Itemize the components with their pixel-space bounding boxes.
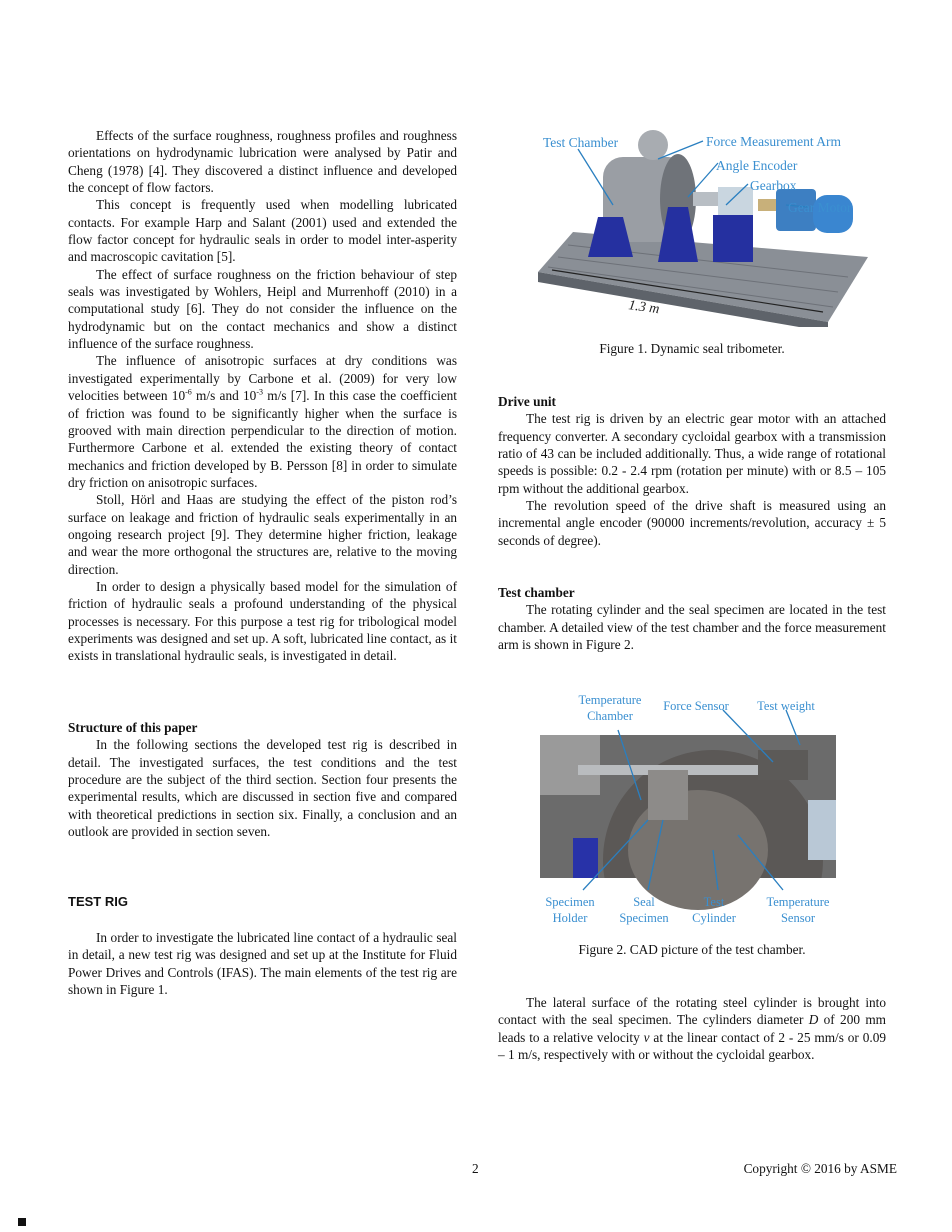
paragraph: In order to investigate the lubricated line contact of a hydraulic seal in detail, a new test rig was designed and set up at the Institute for Fluid Power Drives and Controls (IFAS). The main elements of the test rig are shown in Figure 1. — [68, 930, 457, 998]
page-number: 2 — [472, 1161, 479, 1176]
paragraph: The revolution speed of the drive shaft is measured using an incremental angle encoder (90000 increments/revolution, accuracy ± 5 seconds of degree). — [498, 498, 886, 548]
label-angle-encoder: Angle Encoder — [716, 158, 798, 173]
label-test-cylinder-1: Test — [703, 895, 725, 909]
label-seal-specimen-1: Seal — [633, 895, 655, 909]
label-gearbox: Gearbox — [750, 178, 797, 193]
label-specimen-holder-1: Specimen — [545, 895, 595, 909]
symbol-v: v — [643, 1029, 650, 1045]
text: m/s [7]. In this case the coefficient of friction was found to be significantly higher when the surface is grooved with main direction perpendicular to the direction of motion. Furthermore Carbone et al. extended the existing theory of contact mechanics and friction developed by B. Persson [8] in order to simulate dry friction on anisotropic surfaces. — [68, 388, 457, 490]
length-label: 1.3 m — [627, 298, 661, 318]
paragraph: Effects of the surface roughness, roughness profiles and roughness orientations on hydrodynamic lubrication were analysed by Patir and Cheng (1978) [4]. They discovered a distinct influence and developed the concept of flow factors. — [68, 128, 457, 196]
section-test-rig — [68, 929, 457, 998]
section-lateral-surface — [498, 994, 886, 1063]
paragraph: The test rig is driven by an electric gear motor with an attached frequency converter. A secondary cycloidal gearbox with a transmission ratio of 43 can be included additionally. Thus, a wide range of rotational speeds is possible: 0.2 - 2.4 rpm (rotation per minute) with or 8.5 – 105 rpm without the additional gearbox. — [498, 411, 886, 496]
exponent: -6 — [185, 387, 192, 397]
section-heading: Structure of this paper — [68, 720, 198, 735]
label-temperature-chamber-1: Temperature — [578, 693, 642, 707]
text: of 200 mm leads to a relative velocity — [498, 1012, 887, 1045]
paragraph: In order to design a physically based model for the simulation of friction of hydraulic seals a profound understanding of the physical processes is necessary. For this purpose a test rig for tribological model experiments was designed and set up. A soft, lubricated line contact, as it exists in translational hydraulic seals, is investigated in detail. — [68, 578, 457, 664]
section-structure — [68, 719, 457, 840]
paragraph: Stoll, Hörl and Haas are studying the effect of the piston rod’s surface on leakage and friction of hydraulic seals experimentally in an ongoing research project [9]. They determine higher friction, leakage and wear the more orthogonal the structures are, relative to the moving direction. — [68, 492, 457, 577]
label-temperature-sensor-2: Sensor — [780, 911, 816, 925]
section-heading: Test chamber — [498, 585, 575, 600]
label-temperature-sensor-1: Temperature — [766, 895, 830, 909]
symbol-d: D — [808, 1012, 819, 1028]
text: The influence of anisotropic surfaces at dry conditions was investigated experimentally by Carbone et al. (2009) for very low velocities between 10 — [68, 353, 457, 404]
paragraph-carbone — [68, 352, 457, 491]
label-seal-specimen-2: Specimen — [619, 911, 669, 925]
text: at the linear contact of 2 - 25 mm/s or 0.09 – 1 m/s, respectively with or without the cycloidal gearbox. — [498, 1029, 887, 1063]
figure-2-image — [538, 690, 838, 928]
paragraph: In the following sections the developed test rig is described in detail. The investigated surfaces, the test conditions and the test procedure are the subject of the third section. Section four presents the experimental results, which are discussed in section five and compared with theoretical predictions in section six. Finally, a conclusion and an outlook are provided in section seven. — [68, 737, 457, 840]
paragraph: The effect of surface roughness on the friction behaviour of step seals was investigated by Wohlers, Heipl and Murrenhoff (2010) in a computational study [6]. They do not consider the influence on the hydrodynamic but on the contact mechanics and show a distinct influence of the surface roughness. — [68, 266, 457, 352]
section-test-chamber — [498, 584, 886, 653]
figure-1-caption: Figure 1. Dynamic seal tribometer. — [599, 341, 785, 356]
label-gear-motor: Gear Motor — [788, 200, 852, 215]
label-temperature-chamber-2: Chamber — [587, 709, 633, 723]
text: The lateral surface of the rotating steel cylinder is brought into contact with the seal specimen. The cylinders diameter — [498, 995, 886, 1028]
figure-1-image — [528, 127, 868, 327]
section-drive-unit — [498, 393, 886, 549]
exponent: -3 — [256, 387, 263, 397]
left-column-intro — [68, 127, 457, 665]
copyright: Copyright © 2016 by ASME — [743, 1161, 897, 1176]
paragraph — [498, 994, 886, 1063]
section-heading-test-rig: TEST RIG — [68, 894, 128, 909]
label-test-chamber: Test Chamber — [543, 135, 619, 150]
text: m/s and 10 — [191, 388, 257, 404]
label-test-cylinder-2: Cylinder — [692, 911, 736, 925]
label-test-weight: Test weight — [757, 699, 815, 713]
label-specimen-holder-2: Holder — [552, 911, 588, 925]
section-heading: Drive unit — [498, 394, 556, 409]
corner-mark — [18, 1218, 26, 1226]
figure-2-caption: Figure 2. CAD picture of the test chamber. — [578, 942, 806, 957]
label-force-sensor: Force Sensor — [663, 699, 729, 713]
label-force-measurement-arm: Force Measurement Arm — [706, 134, 841, 149]
paragraph: This concept is frequently used when modelling lubricated contacts. For example Harp and Salant (2001) used and extended the flow factor concept for hydraulic seals in order to model inter-asperity and macroscopic cavitation [5]. — [68, 197, 457, 265]
paragraph: The rotating cylinder and the seal specimen are located in the test chamber. A detailed view of the test chamber and the force measurement arm is shown in Figure 2. — [498, 602, 886, 653]
